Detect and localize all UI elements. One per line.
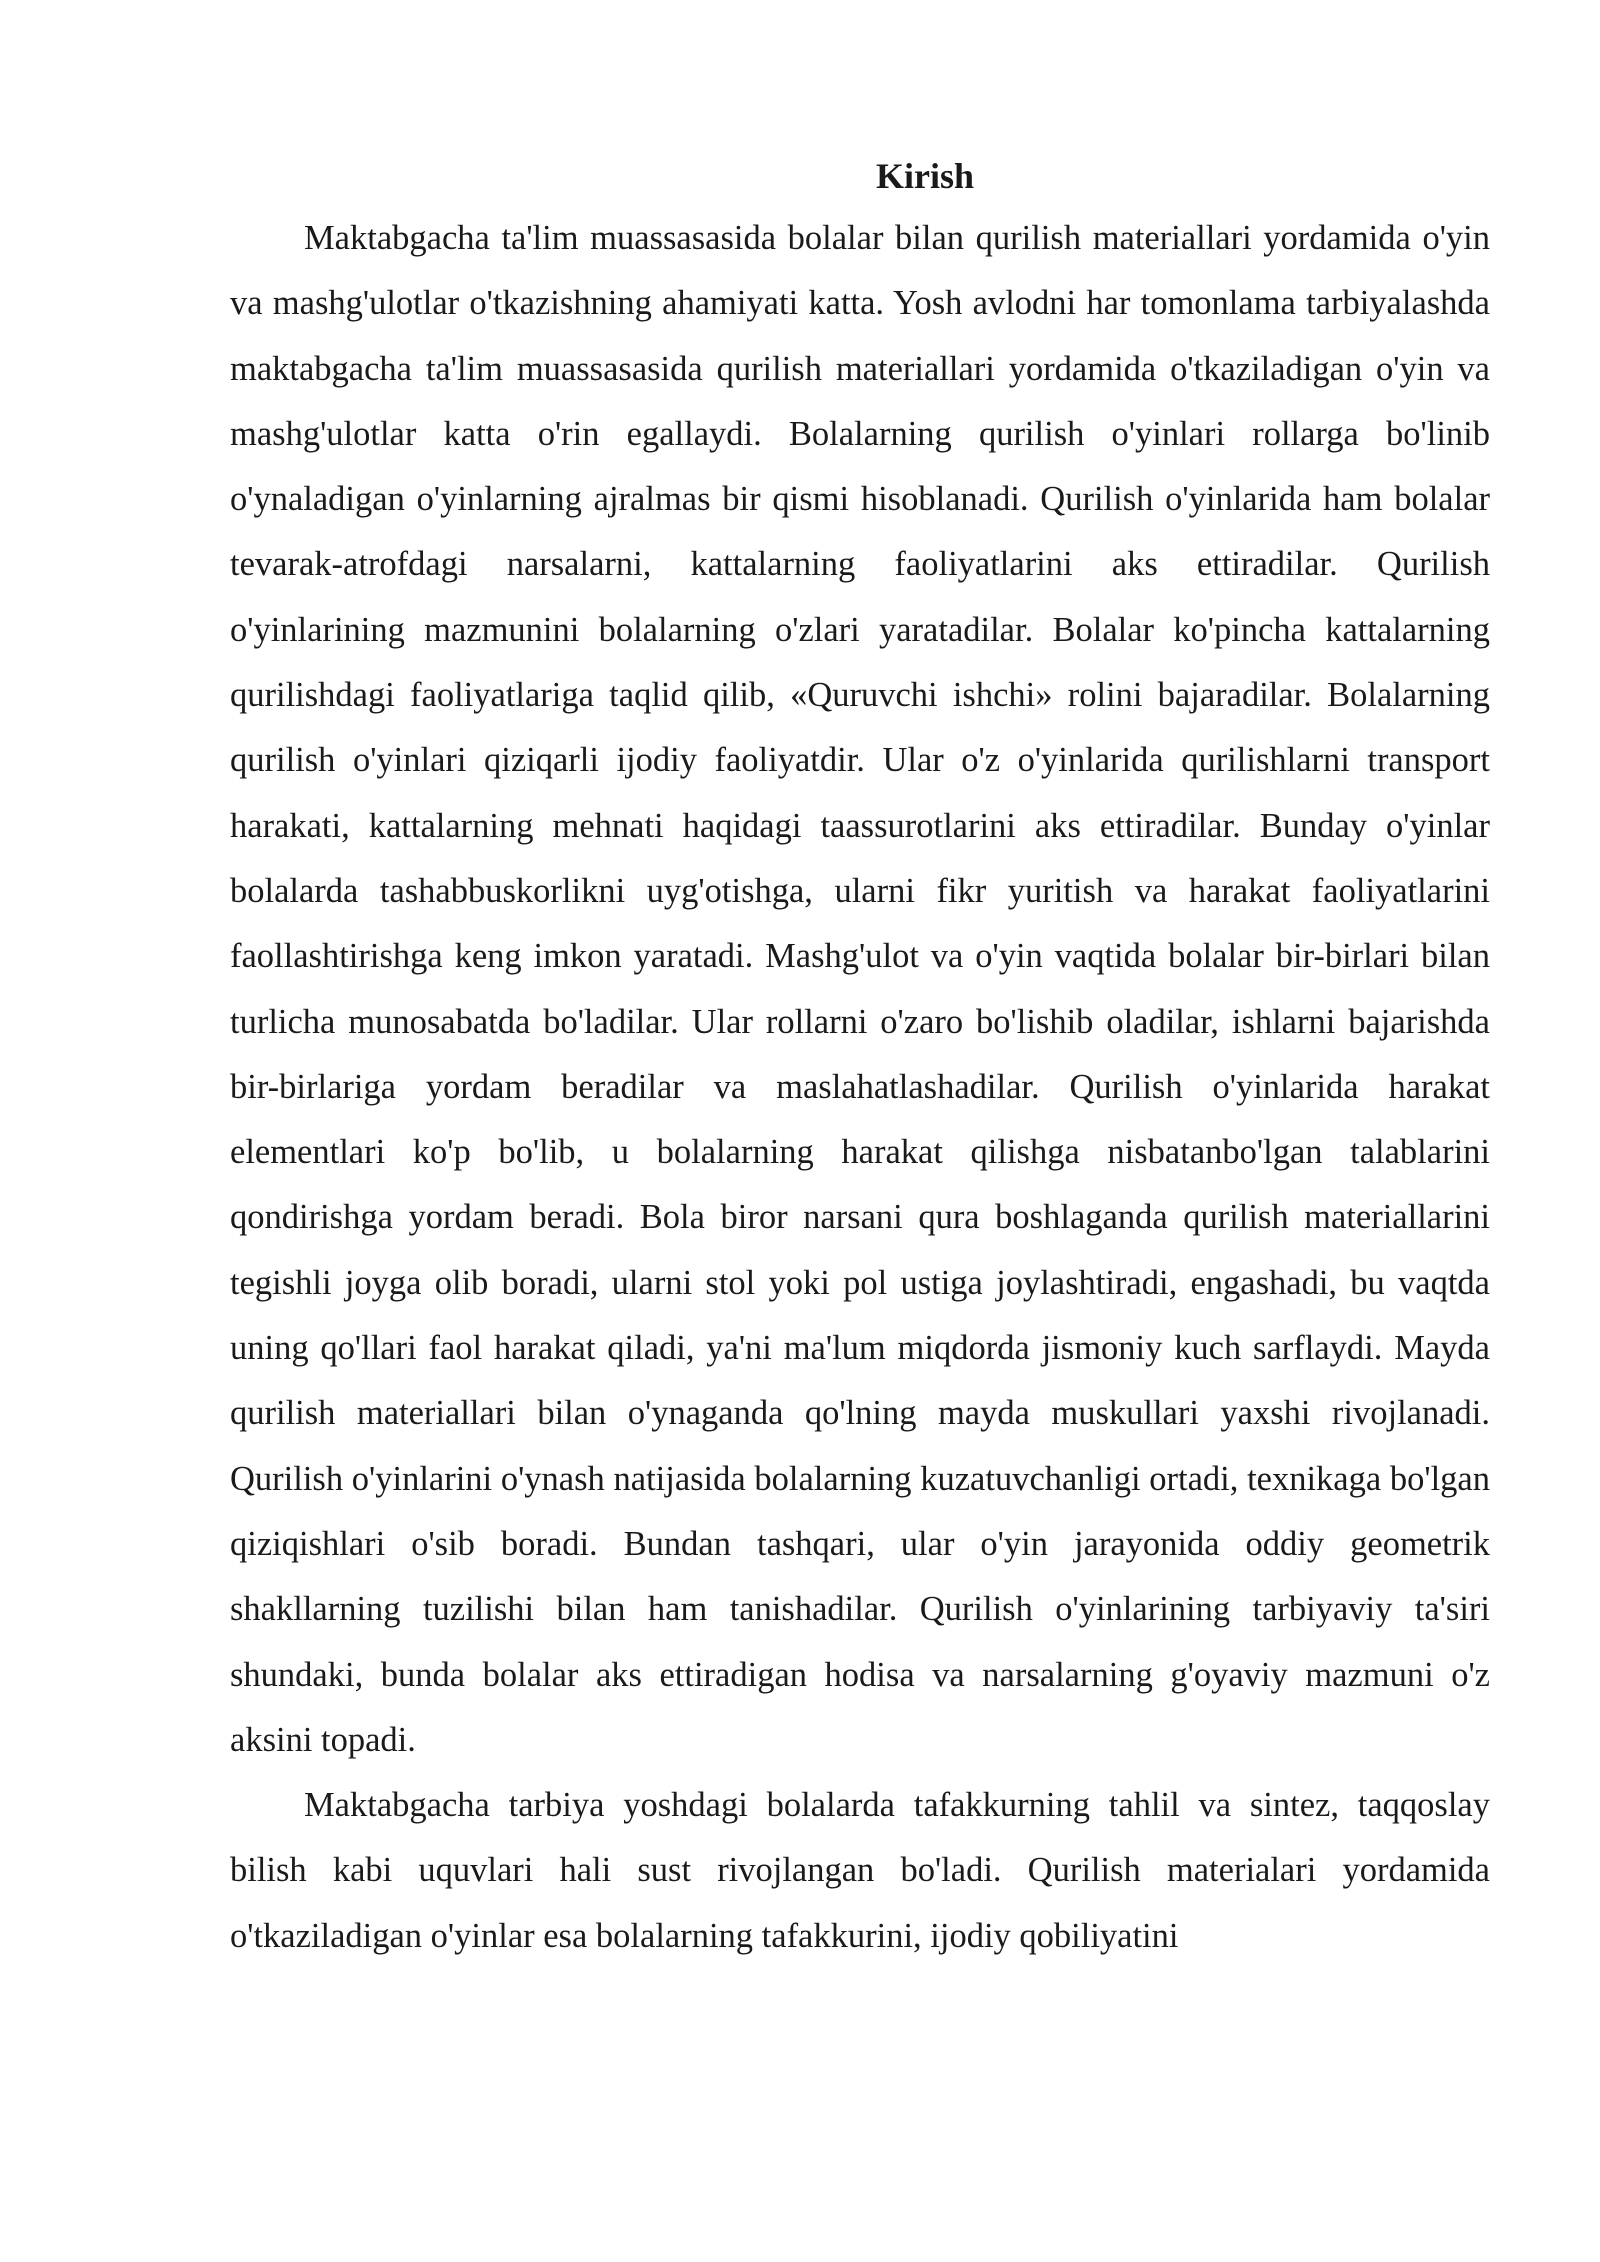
document-body — [230, 150, 1490, 1969]
paragraph-2: Maktabgacha tarbiya yoshdagi bolalarda tafakkurning tahlil va sintez, taqqoslay bilish kabi uquvlari hali sust rivojlangan bo'ladi. Qurilish materialari yordamida o'tkaziladigan o'yinlar esa bolalarning tafakkurini, ijodiy qobiliyatini — [230, 1786, 1490, 1955]
paragraph-1: Maktabgacha ta'lim muassasasida bolalar bilan qurilish materiallari yordamida o'yin va mashg'ulotlar o'tkazishning ahamiyati katta. Yosh avlodni har tomonlama tarbiyalashda maktabgacha ta'lim muassasasida qurilish materiallari yordamida o'tkaziladigan o'yin va mashg'ulotlar katta o'rin egallaydi. Bolalarning qurilish o'yinlari rollarga bo'linib o'ynaladigan o'yinlarning ajralmas bir qismi hisoblanadi. Qurilish o'yinlarida ham bolalar tevarak-atrofdagi narsalarni, kattalarning faoliyatlarini aks ettiradilar. Qurilish o'yinlarining mazmunini bolalarning o'zlari yaratadilar. Bolalar ko'pincha kattalarning qurilishdagi faoliyatlariga taqlid qilib, «Quruvchi ishchi» rolini bajaradilar. Bolalarning qurilish o'yinlari qiziqarli ijodiy faoliyatdir. Ular o'z o'yinlarida qurilishlarni transport harakati, kattalarning mehnati haqidagi taassurotlarini aks ettiradilar. Bunday o'yinlar bolalarda tashabbuskorlikni uyg'otishga, ularni fikr yuritish va harakat faoliyatlarini faollashtirishga keng imkon yaratadi. Mashg'ulot va o'yin vaqtida bolalar bir-birlari bilan turlicha munosabatda bo'ladilar. Ular rollarni o'zaro bo'lishib oladilar, ishlarni bajarishda bir-birlariga yordam beradilar va maslahatlashadilar. Qurilish o'yinlarida harakat elementlari ko'p bo'lib, u bolalarning harakat qilishga nisbatanbo'lgan talablarini qondirishga yordam beradi. Bola biror narsani qura boshlaganda qurilish materiallarini tegishli joyga olib boradi, ularni stol yoki pol ustiga joylashtiradi, engashadi, bu vaqtda uning qo'llari faol harakat qiladi, ya'ni ma'lum miqdorda jismoniy kuch sarflaydi. Mayda qurilish materiallari bilan o'ynaganda qo'lning mayda muskullari yaxshi rivojlanadi. Qurilish o'yinlarini o'ynash natijasida bolalarning kuzatuvchanligi ortadi, texnikaga bo'lgan qiziqishlari o'sib boradi. Bundan tashqari, ular o'yin jarayonida oddiy geometrik shakllarning tuzilishi bilan ham tanishadilar. Qurilish o'yinlarining tarbiyaviy ta'siri shundaki, bunda bolalar aks ettiradigan hodisa va narsalarning g'oyaviy mazmuni o'z aksini topadi. — [230, 219, 1490, 1759]
page-title: Kirish — [875, 156, 974, 196]
